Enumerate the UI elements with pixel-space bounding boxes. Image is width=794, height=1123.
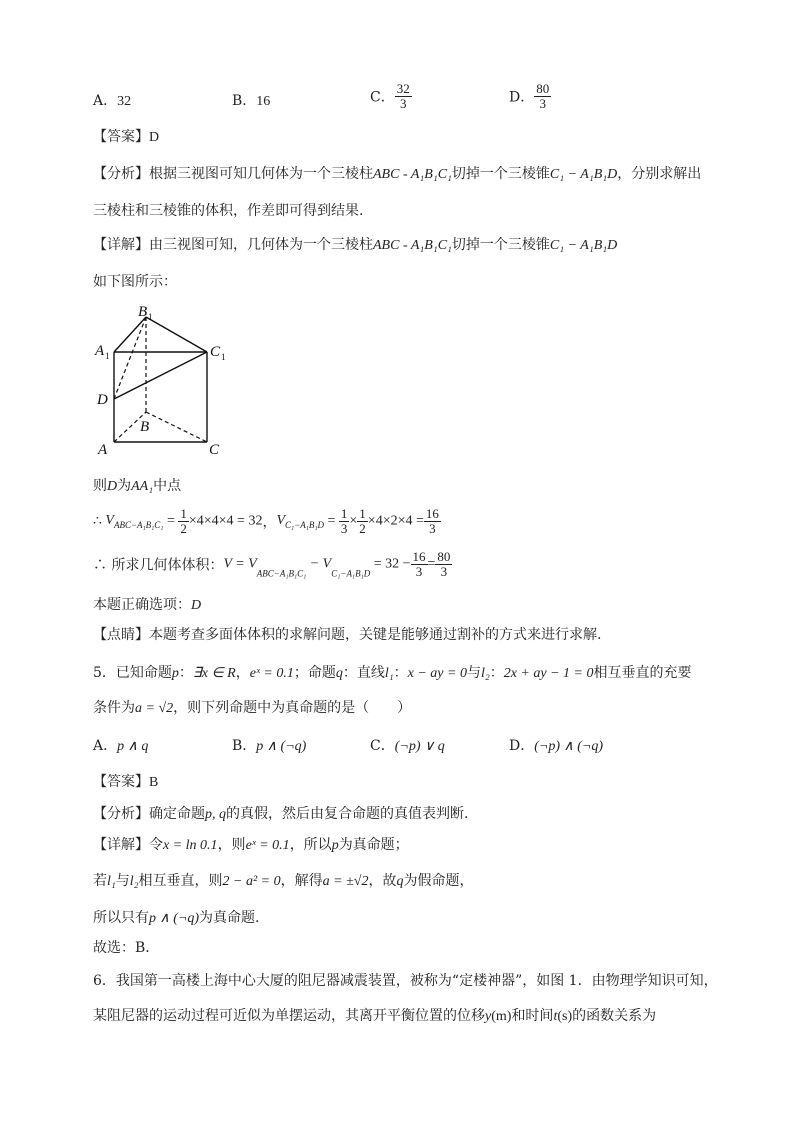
q4-total-line: ∴ 所求几何体体积：$V = V_{ABC-A_1B_1C_1} - V_{C_1-A_1B_1D} = 32$ − $\frac{16}{3}$ = $\frac{80}{3}$ bbox=[93, 549, 451, 579]
label-c: C bbox=[209, 442, 220, 458]
edge-d-b1 bbox=[114, 317, 146, 399]
q5-analysis: 【分析】确定命题p, q的真假，然后由复合命题的真值表判断. bbox=[93, 806, 469, 822]
label-c1-sub: 1 bbox=[221, 352, 226, 362]
q4-option-b: B．16 bbox=[232, 93, 271, 109]
q5-detail-line2: 若l₁与l₂相互垂直，则2 − a² = 0，解得a = ±√2，故q为假命题， bbox=[93, 873, 474, 889]
q5-stem-line2: 条件为a = √2，则下列命题中为真命题的是（ ） bbox=[93, 700, 412, 716]
q5-detail-line3: 所以只有p ∧ (¬q)为真命题. bbox=[93, 910, 260, 926]
edge-d-c1 bbox=[114, 352, 207, 399]
q4-analysis-line2: 三棱柱和三棱锥的体积，作差即可得到结果. bbox=[93, 203, 364, 219]
q4-option-d: D． $\frac{80}{3}$ bbox=[509, 81, 550, 111]
edge-a1-b1 bbox=[114, 317, 146, 352]
label-c1: C bbox=[210, 344, 221, 360]
q4-answer: 【答案】D bbox=[93, 129, 160, 145]
q5-stem-line1: 5．已知命题p：∃x ∈ R，eˣ = 0.1；命题q：直线l₁：x − ay = 0与l₂：2x + ay − 1 = 0相互垂直的充要 bbox=[93, 665, 692, 681]
q6-stem-line1: 6．我国第一高楼上海中心大厦的阻尼器减震装置，被称为“定楼神器”，如图 1．由物理学知识可知， bbox=[93, 973, 718, 989]
q4-volume-line: ∴ $V_{ABC-A_1B_1C_1}$ = $\frac{1}{2}$ ×4×4×4 = 32，$V_{C_1-A_1B_1D}$ = $\frac{1}{3}$ × $\frac{1}{2}$ ×4×2×4 = $\frac{16}{3}$ bbox=[93, 506, 439, 536]
q4-option-c: C． $\frac{32}{3}$ bbox=[370, 81, 410, 111]
q5-choose: 故选：B． bbox=[93, 940, 160, 956]
edge-b1-c1 bbox=[146, 317, 207, 352]
q4-midpoint-line: 则D为AA₁中点 bbox=[93, 478, 182, 494]
q4-analysis-line1: 【分析】根据三视图可知几何体为一个三棱柱ABC - A₁B₁C₁切掉一个三棱锥C₁ − A₁B₁D，分别求解出 bbox=[93, 166, 702, 182]
q5-option-b: B．p ∧ (¬q) bbox=[232, 738, 307, 754]
label-b1-sub: 1 bbox=[148, 312, 153, 322]
q4-correct-option: 本题正确选项：D bbox=[93, 597, 202, 613]
label-a1: A bbox=[95, 343, 105, 359]
q5-option-a: A．p ∧ q bbox=[93, 738, 149, 754]
edge-b-c bbox=[146, 412, 207, 442]
label-b1: B bbox=[138, 304, 148, 320]
q5-option-d: D．(¬p) ∧ (¬q) bbox=[509, 738, 604, 754]
label-b: B bbox=[140, 419, 150, 435]
q4-detail-line1: 【详解】由三视图可知，几何体为一个三棱柱ABC - A₁B₁C₁切掉一个三棱锥C₁ − A₁B₁D bbox=[93, 237, 618, 253]
q5-option-c: C．(¬p) ∨ q bbox=[370, 738, 445, 754]
prism-figure bbox=[90, 300, 240, 460]
label-d: D bbox=[97, 392, 108, 408]
q4-detail-line2: 如下图所示： bbox=[93, 274, 177, 290]
label-a1-sub: 1 bbox=[105, 351, 110, 361]
label-a: A bbox=[98, 442, 108, 458]
q5-detail-line1: 【详解】令x = ln 0.1，则eˣ = 0.1，所以p为真命题； bbox=[93, 837, 409, 853]
q5-answer: 【答案】B bbox=[93, 774, 159, 790]
q4-comment: 【点睛】本题考查多面体体积的求解问题，关键是能够通过割补的方式来进行求解. bbox=[93, 627, 602, 643]
q4-option-a: A．32 bbox=[93, 93, 132, 109]
q6-stem-line2: 某阻尼器的运动过程可近似为单摆运动，其离开平衡位置的位移y(m)和时间t(s)的函数关系为 bbox=[93, 1008, 657, 1024]
